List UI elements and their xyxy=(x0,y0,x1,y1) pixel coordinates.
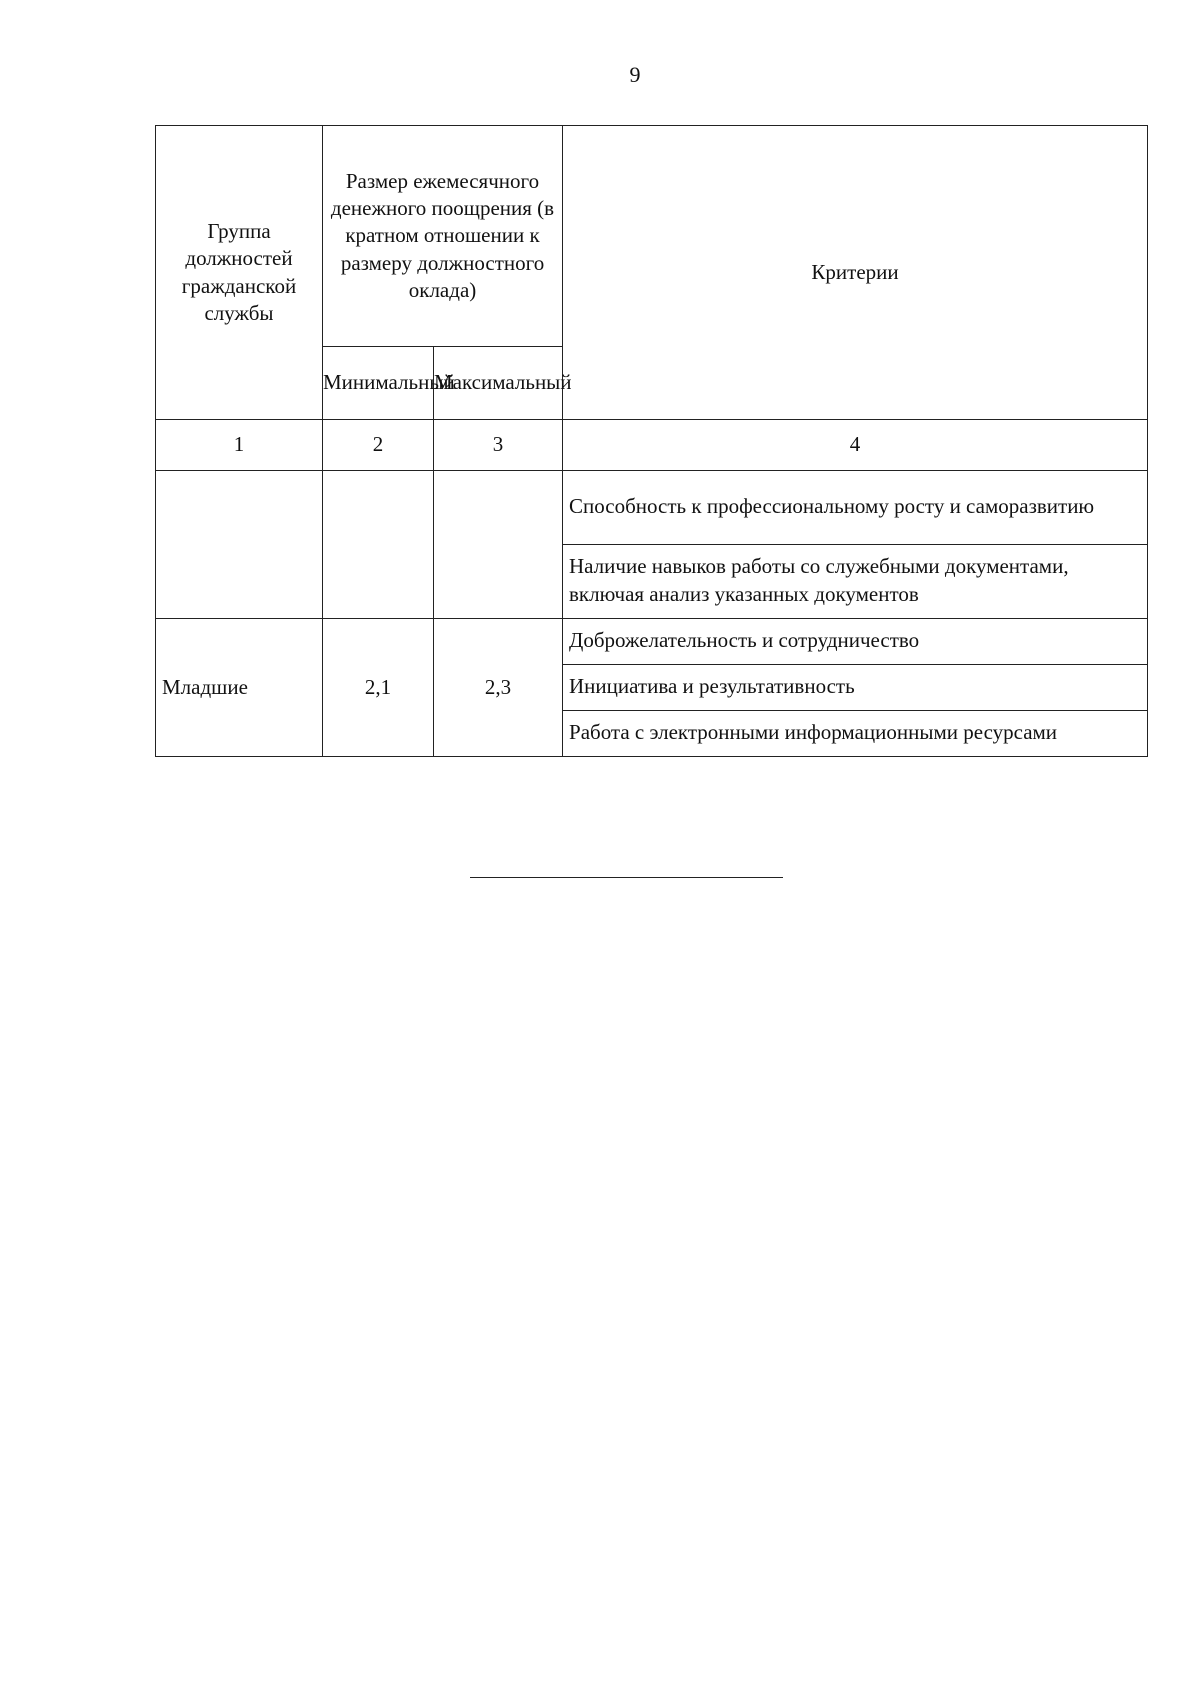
criterion-cell: Работа с электронными информационными ресурсами xyxy=(563,711,1148,757)
column-number-row xyxy=(156,420,1148,471)
criterion-cell: Способность к профессиональному росту и саморазвитию xyxy=(563,471,1148,545)
header-size: Размер ежемесячного денежного поощрения (в кратном отношении к размеру должностного оклада) xyxy=(323,126,563,347)
table-row xyxy=(156,619,1148,665)
criterion-cell: Наличие навыков работы со служебными документами, включая анализ указанных документов xyxy=(563,545,1148,619)
junior-group-cell: Младшие xyxy=(156,619,323,757)
junior-max-cell: 2,3 xyxy=(434,619,563,757)
blank-min-cell xyxy=(323,471,434,619)
column-number-3: 3 xyxy=(434,420,563,471)
header-criteria: Критерии xyxy=(563,126,1148,420)
blank-group-cell xyxy=(156,471,323,619)
column-number-1: 1 xyxy=(156,420,323,471)
column-number-2: 2 xyxy=(323,420,434,471)
criterion-cell: Инициатива и результативность xyxy=(563,665,1148,711)
column-number-4: 4 xyxy=(563,420,1148,471)
table-row xyxy=(156,471,1148,545)
end-of-document-rule xyxy=(470,877,783,878)
header-max: Максимальный xyxy=(434,347,563,420)
junior-min-cell: 2,1 xyxy=(323,619,434,757)
blank-max-cell xyxy=(434,471,563,619)
header-group: Группа должностей гражданской службы xyxy=(156,126,323,420)
criterion-cell: Доброжелательность и сотрудничество xyxy=(563,619,1148,665)
header-min: Минимальный xyxy=(323,347,434,420)
page-number: 9 xyxy=(629,62,641,87)
criteria-table xyxy=(155,125,1148,757)
